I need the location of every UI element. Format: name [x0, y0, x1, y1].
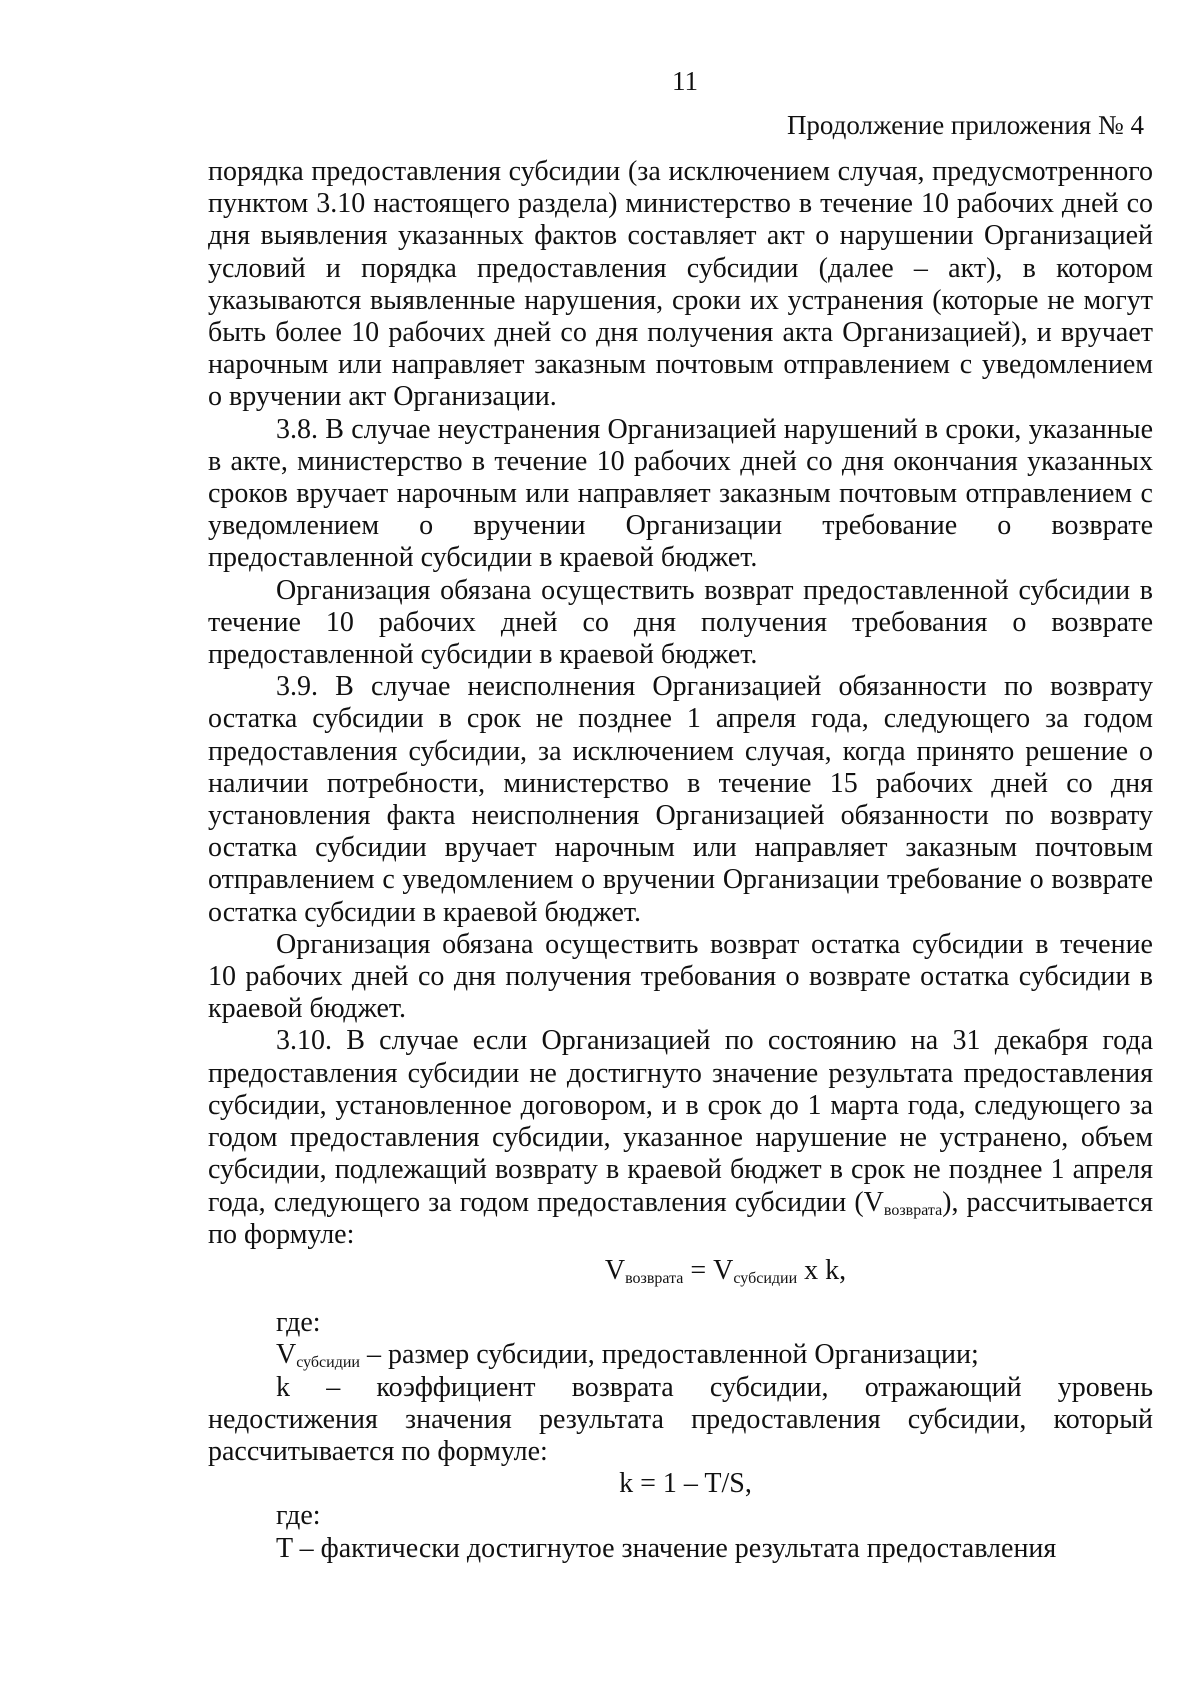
paragraph-3-9-obligation: Организация обязана осуществить возврат остатка субсидии в течение 10 рабочих дней со дня получения требования о возврате остатка субсидии в краевой бюджет.: [208, 928, 1153, 1025]
paragraph-3-8-obligation: Организация обязана осуществить возврат предоставленной субсидии в течение 10 рабочих дней со дня получения требования о возврате предоставленной субсидии в краевой бюджет.: [208, 574, 1153, 671]
document-body: [208, 156, 1153, 1565]
paragraph-continued: порядка предоставления субсидии (за исключением случая, предусмотренного пунктом 3.10 настоящего раздела) министерство в течение 10 рабочих дней со дня выявления указанных фактов составляет акт о нарушении Организацией условий и порядка предоставления субсидии (далее – акт), в котором указываются выявленные нарушения, сроки их устранения (которые не могут быть более 10 рабочих дней со дня получения акта Организацией), и вручает нарочным или направляет заказным почтовым отправлением с уведомлением о вручении акт Организации.: [208, 156, 1153, 413]
formula-k: k = 1 – T/S,: [619, 1468, 752, 1500]
appendix-header: Продолжение приложения № 4: [786, 110, 1144, 140]
v-subsidy-definition: $V_{субсидии}$ – размер субсидии, предоставленной Организации;: [276, 1339, 979, 1372]
v-return-subscript: возврата: [883, 1201, 943, 1219]
page-number: 11: [672, 66, 698, 96]
paragraph-3-9: 3.9. В случае неисполнения Организацией обязанности по возврату остатка субсидии в срок не позднее 1 апреля года, следующего за годом предоставления субсидии, за исключением случая, когда принято решение о наличии потребности, министерство в течение 15 рабочих дней со дня установления факта неисполнения Организацией обязанности по возврату остатка субсидии вручает нарочным или направляет заказным почтовым отправлением с уведомлением о вручении Организации требование о возврате остатка субсидии в краевой бюджет.: [208, 671, 1153, 928]
k-definition: k – коэффициент возврата субсидии, отражающий уровень недостижения значения результата предоставления субсидии, который рассчитывается по формуле:: [208, 1371, 1153, 1467]
paragraph-3-8: 3.8. В случае неустранения Организацией нарушений в сроки, указанные в акте, министерство в течение 10 рабочих дней со дня окончания указанных сроков вручает нарочным или направляет заказным почтовым отправлением с уведомлением о вручении Организации требование о возврате предоставленной субсидии в краевой бюджет.: [208, 413, 1153, 574]
paragraph-3-10-tail: ), рассчитывается по формуле:: [208, 1186, 1153, 1250]
t-definition: T – фактически достигнутое значение результата предоставления: [276, 1532, 1057, 1564]
paragraph-3-10: [208, 1025, 1153, 1250]
where-label-1: где:: [276, 1307, 321, 1339]
where-label-2: где:: [276, 1500, 321, 1532]
formula-return-volume: $V_{возврата} = V_{субсидии}$ x k,: [604, 1254, 847, 1287]
paragraph-3-10-main: 3.10. В случае если Организацией по состоянию на 31 декабря года предоставления субсидии не достигнуто значение результата предоставления субсидии, установленное договором, и в срок до 1 марта года, следующего за годом предоставления субсидии, указанное нарушение не устранено, объем субсидии, подлежащий возврату в краевой бюджет в срок не позднее 1 апреля года, следующего за годом предоставления субсидии (V: [208, 1025, 1153, 1218]
